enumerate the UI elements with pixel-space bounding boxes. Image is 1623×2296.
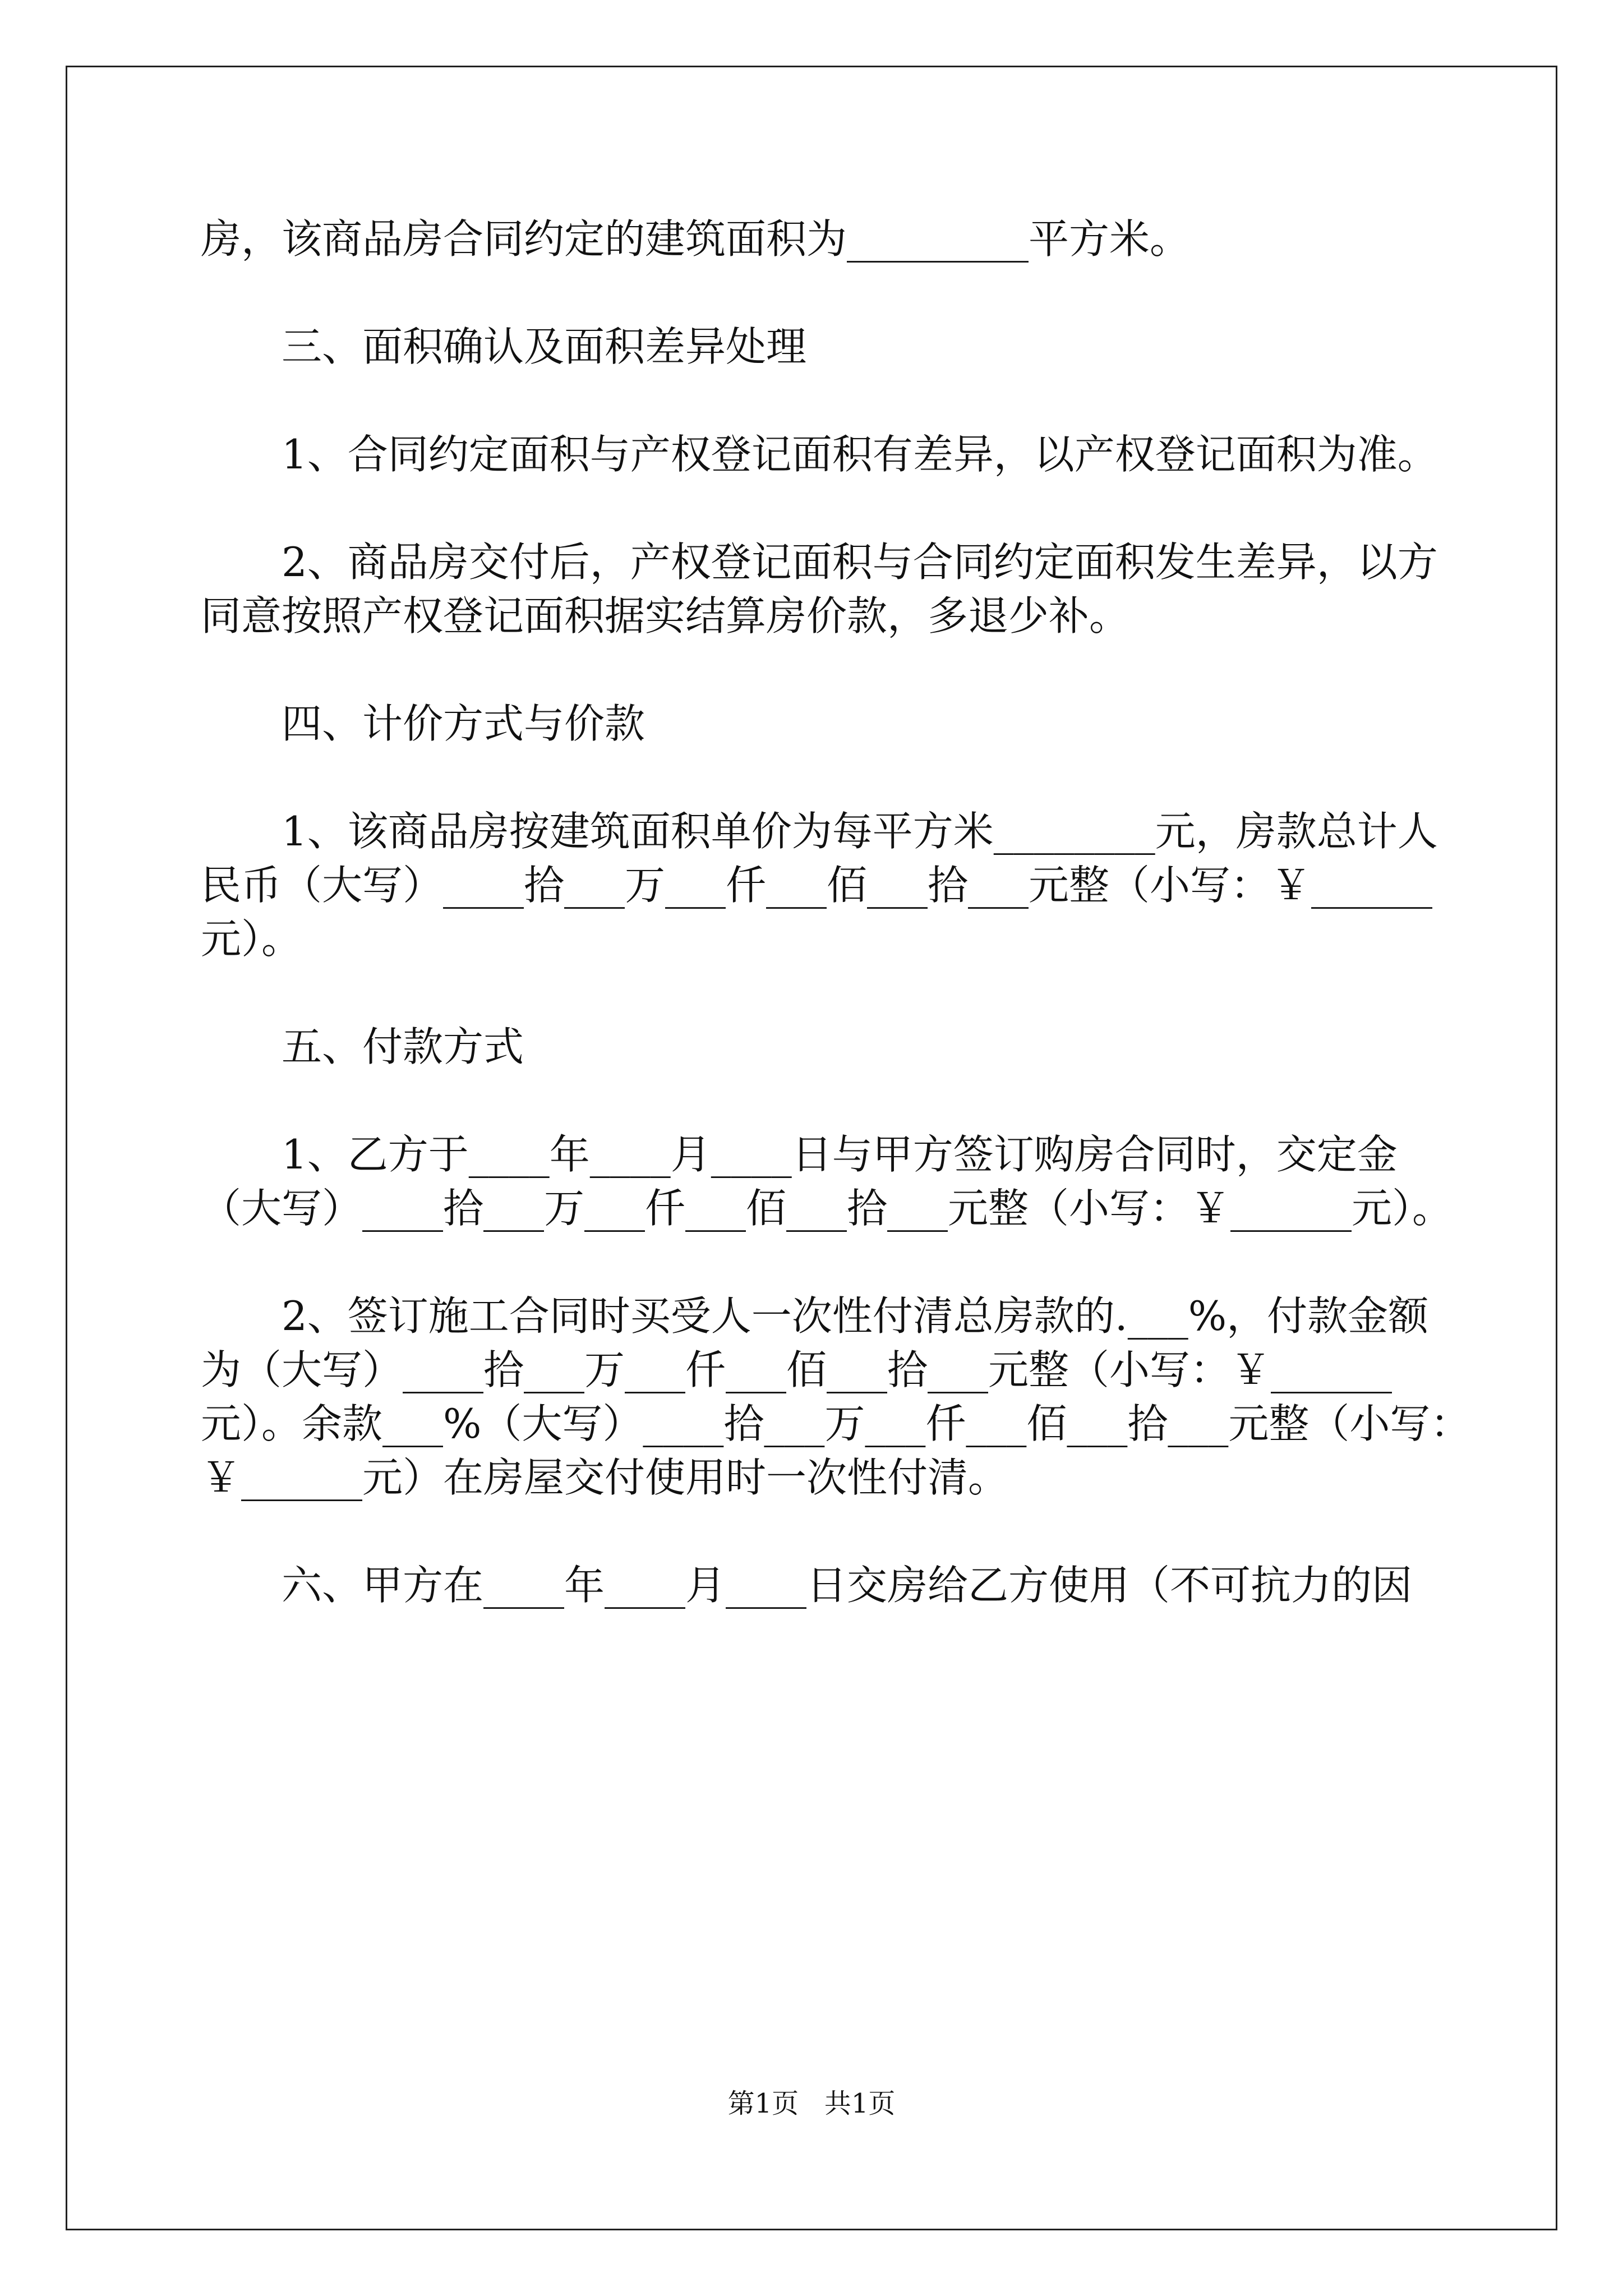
document-line: ￥______元）在房屋交付使用时一次性付清。	[201, 1454, 1009, 1501]
document-line: （大写）____拾___万___仟___佰___拾___元整（小写：￥______元）。	[201, 1185, 1453, 1232]
document-line: 房，该商品房合同约定的建筑面积为_________平方米。	[201, 215, 1191, 263]
document-line: 六、甲方在____年____月____日交房给乙方使用（不可抗力的因	[282, 1562, 1413, 1609]
page-footer: 第1页 共1页	[727, 2088, 896, 2119]
paragraph-gap	[201, 1504, 1435, 1558]
paragraph-gap	[201, 374, 1435, 427]
paragraph-gap	[201, 1074, 1435, 1128]
document-line: 四、计价方式与价款	[282, 700, 645, 747]
paragraph-gap	[201, 481, 1435, 535]
document-line: 三、面积确认及面积差异处理	[282, 323, 807, 370]
paragraph-gap	[201, 1235, 1435, 1289]
document-line: 元）。余款___%（大写）____拾___万___仟___佰___拾___元整（小写：	[201, 1400, 1471, 1447]
document-line: 民币（大写）____拾___万___仟___佰___拾___元整（小写：￥______	[201, 862, 1433, 909]
document-line: 2、商品房交付后，产权登记面积与合同约定面积发生差异，以方	[282, 539, 1438, 586]
document-line: 元）。	[201, 915, 302, 963]
paragraph-gap	[201, 751, 1435, 804]
document-line: 1、合同约定面积与产权登记面积有差异，以产权登记面积为准。	[282, 431, 1438, 478]
document-body	[201, 212, 1471, 1612]
paragraph-gap	[201, 966, 1435, 1020]
document-line: 1、该商品房按建筑面积单价为每平方米________元，房款总计人	[282, 808, 1438, 855]
document-line: 1、乙方于____年____月____日与甲方签订购房合同时，交定金	[282, 1131, 1398, 1178]
paragraph-gap	[201, 266, 1435, 320]
document-line: 同意按照产权登记面积据实结算房价款，多退少补。	[201, 592, 1130, 639]
document-line: 为（大写）____拾___万___仟___佰___拾___元整（小写：￥______	[201, 1346, 1393, 1393]
document-line: 五、付款方式	[282, 1023, 524, 1070]
document-line: 2、签订施工合同时买受人一次性付清总房款的.___%，付款金额	[282, 1292, 1429, 1340]
paragraph-gap	[201, 643, 1435, 697]
